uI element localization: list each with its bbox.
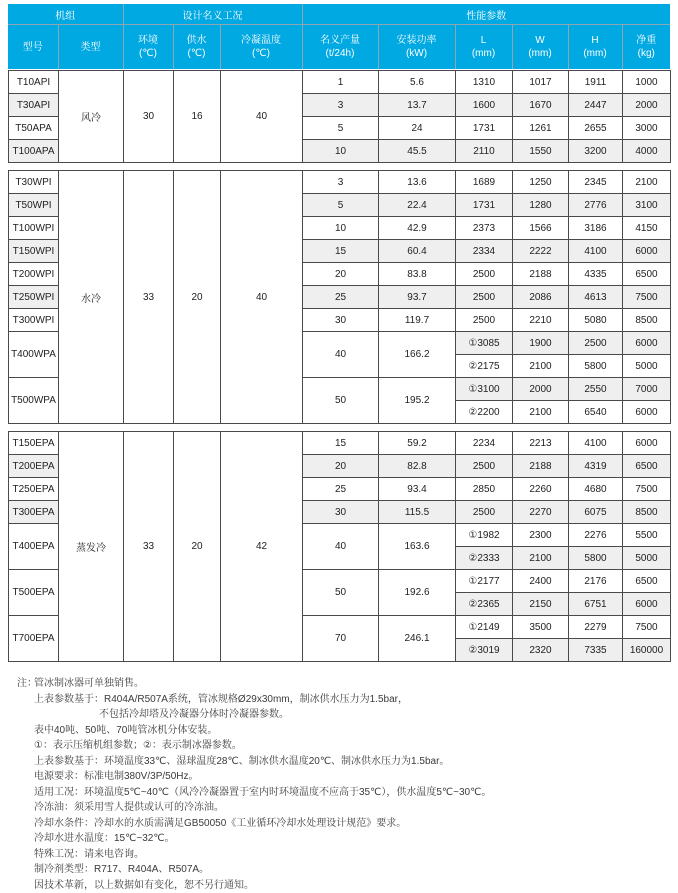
power-cell: 13.6 [379,171,456,194]
note-line: 特殊工况：请来电咨询。 [34,847,670,863]
note-line: 表中40吨、50吨、70吨管冰机分体安装。 [34,723,670,739]
type-cell: 水冷 [59,171,124,424]
capacity-cell: 70 [303,616,379,662]
model-cell: T150WPI [9,240,59,263]
width-cell: 2300 [513,524,569,547]
length-cell: 2500 [456,286,513,309]
width-cell: 1670 [513,94,569,117]
capacity-cell: 20 [303,263,379,286]
condensing-cell: 42 [221,432,303,662]
power-cell: 192.6 [379,570,456,616]
notes [17,676,670,893]
note-line: 上表参数基于：R404A/R507A系统，管冰规格Ø29x30mm，制冰供水压力为1.5bar， [34,692,670,708]
weight-cell: 5000 [623,355,671,378]
capacity-cell: 25 [303,286,379,309]
width-cell: 2260 [513,478,569,501]
power-cell: 13.7 [379,94,456,117]
length-cell: 1731 [456,194,513,217]
water-cell: 20 [174,432,221,662]
header-col-cell: 型号 [8,25,58,70]
table-row [9,432,671,455]
length-cell: 2500 [456,455,513,478]
height-cell: 5800 [569,355,623,378]
capacity-cell: 5 [303,117,379,140]
weight-cell: 1000 [623,71,671,94]
weight-cell: 6000 [623,240,671,263]
capacity-cell: 40 [303,524,379,570]
height-cell: 6540 [569,401,623,424]
length-cell: ②2365 [456,593,513,616]
weight-cell: 2000 [623,94,671,117]
header-table [8,4,670,69]
header-col-cell: H (mm) [568,25,622,70]
ambient-cell: 33 [124,432,174,662]
length-cell: ①3100 [456,378,513,401]
height-cell: 4319 [569,455,623,478]
height-cell: 6751 [569,593,623,616]
header-col-cell: L (mm) [455,25,512,70]
width-cell: 1250 [513,171,569,194]
weight-cell: 6500 [623,570,671,593]
note-line: ①：表示压缩机组参数；②：表示制冰器参数。 [34,738,670,754]
note-line: 冷却水进水温度：15℃~32℃。 [34,831,670,847]
condensing-cell: 40 [221,71,303,163]
width-cell: 2086 [513,286,569,309]
model-cell: T300WPI [9,309,59,332]
capacity-cell: 50 [303,570,379,616]
height-cell: 1911 [569,71,623,94]
capacity-cell: 3 [303,171,379,194]
width-cell: 2210 [513,309,569,332]
width-cell: 2270 [513,501,569,524]
model-cell: T30API [9,94,59,117]
height-cell: 4335 [569,263,623,286]
spec-block [8,70,671,163]
height-cell: 2447 [569,94,623,117]
weight-cell: 7500 [623,478,671,501]
width-cell: 2100 [513,547,569,570]
note-line: 制冷剂类型：R717、R404A、R507A。 [34,862,670,878]
height-cell: 7335 [569,639,623,662]
length-cell: 2850 [456,478,513,501]
weight-cell: 6000 [623,593,671,616]
length-cell: 2334 [456,240,513,263]
power-cell: 163.6 [379,524,456,570]
spec-sheet [8,4,670,893]
water-cell: 20 [174,171,221,424]
width-cell: 2000 [513,378,569,401]
header-group-cell: 设计名义工况 [123,4,302,25]
model-cell: T100WPI [9,217,59,240]
header-col-cell: 净重 (kg) [622,25,670,70]
height-cell: 2279 [569,616,623,639]
length-cell: 1600 [456,94,513,117]
header-group-cell: 机组 [8,4,123,25]
header-col-cell: 名义产量 (t/24h) [302,25,378,70]
model-cell: T250EPA [9,478,59,501]
weight-cell: 6000 [623,432,671,455]
length-cell: ①2149 [456,616,513,639]
header-col-cell: 供水 (℃) [173,25,220,70]
weight-cell: 6000 [623,401,671,424]
weight-cell: 5500 [623,524,671,547]
model-cell: T200EPA [9,455,59,478]
ambient-cell: 33 [124,171,174,424]
length-cell: ②3019 [456,639,513,662]
spec-block [8,170,671,424]
capacity-cell: 20 [303,455,379,478]
length-cell: ②2333 [456,547,513,570]
spec-block [8,431,671,662]
power-cell: 115.5 [379,501,456,524]
power-cell: 5.6 [379,71,456,94]
power-cell: 22.4 [379,194,456,217]
capacity-cell: 50 [303,378,379,424]
length-cell: ①3085 [456,332,513,355]
power-cell: 93.7 [379,286,456,309]
weight-cell: 3000 [623,117,671,140]
header-col-cell: 冷凝温度 (℃) [220,25,302,70]
model-cell: T700EPA [9,616,59,662]
note-line: 不包括冷却塔及冷凝器分体时冷凝器参数。 [34,707,670,723]
length-cell: 2234 [456,432,513,455]
power-cell: 24 [379,117,456,140]
weight-cell: 6000 [623,332,671,355]
height-cell: 4680 [569,478,623,501]
width-cell: 1280 [513,194,569,217]
width-cell: 2320 [513,639,569,662]
height-cell: 2276 [569,524,623,547]
capacity-cell: 10 [303,217,379,240]
length-cell: 2373 [456,217,513,240]
weight-cell: 7500 [623,286,671,309]
weight-cell: 6500 [623,263,671,286]
height-cell: 4100 [569,240,623,263]
power-cell: 246.1 [379,616,456,662]
width-cell: 3500 [513,616,569,639]
note-line: 上表参数基于：环境温度33℃、湿球温度28℃、制冰供水温度20℃、制冰供水压力为1.5bar。 [34,754,670,770]
width-cell: 2222 [513,240,569,263]
ambient-cell: 30 [124,71,174,163]
weight-cell: 7500 [623,616,671,639]
weight-cell: 8500 [623,309,671,332]
power-cell: 119.7 [379,309,456,332]
model-cell: T500WPA [9,378,59,424]
height-cell: 3186 [569,217,623,240]
spec-table-header [8,4,670,69]
length-cell: ①1982 [456,524,513,547]
length-cell: 2500 [456,263,513,286]
model-cell: T30WPI [9,171,59,194]
header-col-cell: W (mm) [512,25,568,70]
power-cell: 59.2 [379,432,456,455]
type-cell: 风冷 [59,71,124,163]
weight-cell: 3100 [623,194,671,217]
width-cell: 1550 [513,140,569,163]
model-cell: T300EPA [9,501,59,524]
note-lines [34,676,670,893]
table-row [9,171,671,194]
length-cell: 2110 [456,140,513,163]
width-cell: 2213 [513,432,569,455]
width-cell: 2150 [513,593,569,616]
length-cell: 1689 [456,171,513,194]
height-cell: 2655 [569,117,623,140]
header-col-cell: 安装功率 (kW) [378,25,455,70]
height-cell: 4100 [569,432,623,455]
height-cell: 2776 [569,194,623,217]
spec-table-blocks [8,70,670,662]
capacity-cell: 25 [303,478,379,501]
model-cell: T200WPI [9,263,59,286]
model-cell: T50WPI [9,194,59,217]
width-cell: 2188 [513,455,569,478]
width-cell: 1566 [513,217,569,240]
condensing-cell: 40 [221,171,303,424]
model-cell: T150EPA [9,432,59,455]
water-cell: 16 [174,71,221,163]
height-cell: 3200 [569,140,623,163]
header-col-cell: 环境 (℃) [123,25,173,70]
width-cell: 2400 [513,570,569,593]
power-cell: 93.4 [379,478,456,501]
power-cell: 166.2 [379,332,456,378]
model-cell: T400WPA [9,332,59,378]
capacity-cell: 15 [303,240,379,263]
height-cell: 2500 [569,332,623,355]
note-line: 电源要求：标准电制380V/3P/50Hz。 [34,769,670,785]
length-cell: 1310 [456,71,513,94]
note-line: 因技术革新，以上数据如有变化，恕不另行通知。 [34,878,670,893]
weight-cell: 6500 [623,455,671,478]
model-cell: T250WPI [9,286,59,309]
note-line: 管冰制冰器可单独销售。 [34,676,670,692]
power-cell: 82.8 [379,455,456,478]
model-cell: T500EPA [9,570,59,616]
power-cell: 60.4 [379,240,456,263]
model-cell: T400EPA [9,524,59,570]
power-cell: 83.8 [379,263,456,286]
width-cell: 2188 [513,263,569,286]
weight-cell: 4000 [623,140,671,163]
height-cell: 2345 [569,171,623,194]
capacity-cell: 40 [303,332,379,378]
power-cell: 195.2 [379,378,456,424]
length-cell: 2500 [456,501,513,524]
width-cell: 1017 [513,71,569,94]
note-label: 注： [17,676,34,893]
weight-cell: 8500 [623,501,671,524]
header-group-cell: 性能参数 [302,4,670,25]
capacity-cell: 5 [303,194,379,217]
height-cell: 2176 [569,570,623,593]
type-cell: 蒸发冷 [59,432,124,662]
capacity-cell: 10 [303,140,379,163]
length-cell: ②2200 [456,401,513,424]
model-cell: T100APA [9,140,59,163]
model-cell: T10API [9,71,59,94]
width-cell: 2100 [513,355,569,378]
note-line: 冷却水条件：冷却水的水质需满足GB50050《工业循环冷却水处理设计规范》要求。 [34,816,670,832]
capacity-cell: 3 [303,94,379,117]
note-line: 冷冻油：须采用雪人提供或认可的冷冻油。 [34,800,670,816]
capacity-cell: 1 [303,71,379,94]
length-cell: ①2177 [456,570,513,593]
capacity-cell: 30 [303,309,379,332]
length-cell: 1731 [456,117,513,140]
length-cell: ②2175 [456,355,513,378]
note-line: 适用工况：环境温度5℃~40℃（风冷冷凝器置于室内时环境温度不应高于35℃），供水温度5℃~30℃。 [34,785,670,801]
weight-cell: 5000 [623,547,671,570]
width-cell: 1900 [513,332,569,355]
width-cell: 1261 [513,117,569,140]
height-cell: 4613 [569,286,623,309]
power-cell: 45.5 [379,140,456,163]
table-row [9,71,671,94]
weight-cell: 7000 [623,378,671,401]
height-cell: 5800 [569,547,623,570]
capacity-cell: 15 [303,432,379,455]
height-cell: 5080 [569,309,623,332]
height-cell: 2550 [569,378,623,401]
height-cell: 6075 [569,501,623,524]
power-cell: 42.9 [379,217,456,240]
header-col-cell: 类型 [58,25,123,70]
weight-cell: 4150 [623,217,671,240]
capacity-cell: 30 [303,501,379,524]
weight-cell: 2100 [623,171,671,194]
model-cell: T50APA [9,117,59,140]
width-cell: 2100 [513,401,569,424]
weight-cell: 160000 [623,639,671,662]
length-cell: 2500 [456,309,513,332]
